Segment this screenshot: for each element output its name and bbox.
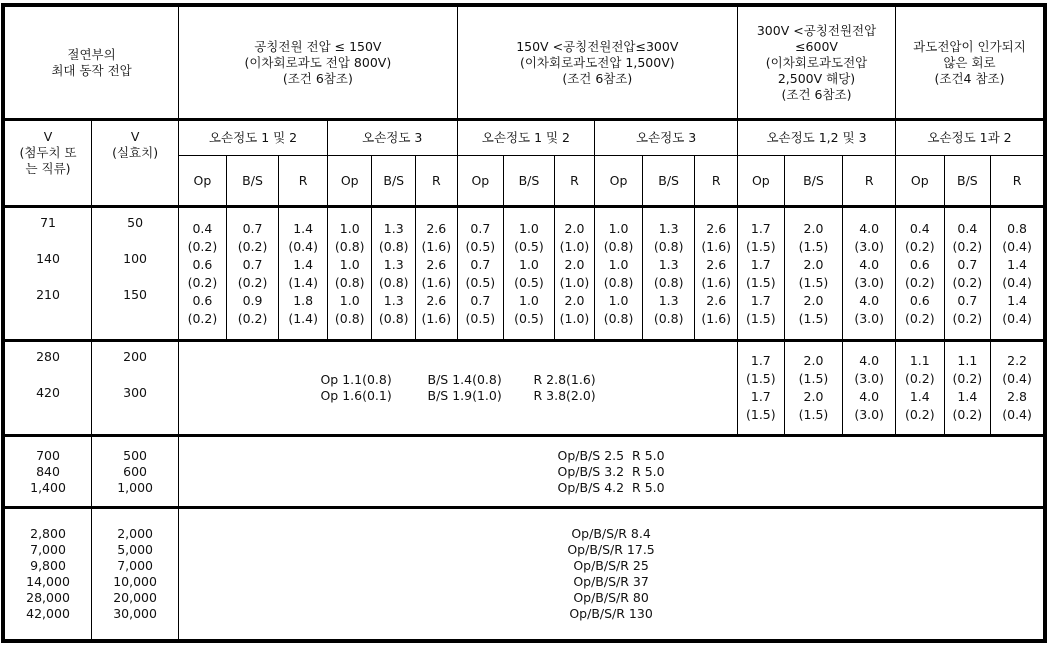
value-cell: 4.0 (3.0) 4.0 (3.0) — [843, 341, 896, 436]
sub-header: R — [695, 156, 738, 207]
sub-header: R — [416, 156, 458, 207]
sub-header: B/S — [372, 156, 416, 207]
value-cell: 0.7 (0.5) 0.7 (0.5) 0.7 (0.5) — [457, 207, 504, 341]
pollution-header: 오손정도 1 및 2 — [179, 120, 328, 156]
section1-peak: 71 140 210 — [5, 207, 92, 341]
section2-rms: 200 300 — [92, 341, 179, 436]
max-voltage-header: 절연부의 최대 동작 전압 — [5, 7, 179, 120]
value-cell: 1.7 (1.5) 1.7 (1.5) 1.7 (1.5) — [738, 207, 785, 341]
sub-header: Op — [595, 156, 643, 207]
pollution-header: 오손정도 1 및 2 — [457, 120, 595, 156]
sub-header: B/S — [642, 156, 695, 207]
v-rms-header: V (실효치) — [92, 120, 179, 207]
value-cell: 1.1 (0.2) 1.4 (0.2) — [944, 341, 991, 436]
group-header-300v: 150V <공칭전원전압≤300V (이차회로과도전압 1,500V) (조건 6참조) — [457, 7, 737, 120]
value-cell: 2.6 (1.6) 2.6 (1.6) 2.6 (1.6) — [416, 207, 458, 341]
value-cell: 0.8 (0.4) 1.4 (0.4) 1.4 (0.4) — [991, 207, 1044, 341]
section3-rms: 500 600 1,000 — [92, 436, 179, 508]
value-cell: 1.3 (0.8) 1.3 (0.8) 1.3 (0.8) — [372, 207, 416, 341]
value-cell: 1.0 (0.8) 1.0 (0.8) 1.0 (0.8) — [327, 207, 372, 341]
value-cell: 0.7 (0.2) 0.7 (0.2) 0.9 (0.2) — [226, 207, 279, 341]
section2-peak: 280 420 — [5, 341, 92, 436]
value-cell: 1.1 (0.2) 1.4 (0.2) — [896, 341, 945, 436]
section3-peak: 700 840 1,400 — [5, 436, 92, 508]
value-cell: 1.3 (0.8) 1.3 (0.8) 1.3 (0.8) — [642, 207, 695, 341]
pollution-header: 오손정도 1과 2 — [896, 120, 1044, 156]
section4-peak: 2,800 7,000 9,800 14,000 28,000 42,000 — [5, 508, 92, 640]
value-cell: 0.4 (0.2) 0.7 (0.2) 0.7 (0.2) — [944, 207, 991, 341]
value-cell: 2.6 (1.6) 2.6 (1.6) 2.6 (1.6) — [695, 207, 738, 341]
sub-header: R — [554, 156, 594, 207]
section3-merged-values: Op/B/S 2.5 R 5.0 Op/B/S 3.2 R 5.0 Op/B/S 4.2 R 5.0 — [179, 436, 1044, 508]
value-cell: 1.0 (0.8) 1.0 (0.8) 1.0 (0.8) — [595, 207, 643, 341]
value-cell: 0.4 (0.2) 0.6 (0.2) 0.6 (0.2) — [179, 207, 227, 341]
pollution-header: 오손정도 1,2 및 3 — [738, 120, 896, 156]
value-cell: 4.0 (3.0) 4.0 (3.0) 4.0 (3.0) — [843, 207, 896, 341]
sub-header: Op — [179, 156, 227, 207]
pollution-header: 오손정도 3 — [327, 120, 457, 156]
value-cell: 2.0 (1.0) 2.0 (1.0) 2.0 (1.0) — [554, 207, 594, 341]
sub-header: Op — [457, 156, 504, 207]
section2-merged-values: Op 1.1(0.8) B/S 1.4(0.8) R 2.8(1.6) Op 1.6(0.1) B/S 1.9(1.0) R 3.8(2.0) — [179, 341, 738, 436]
sub-header: R — [279, 156, 328, 207]
value-cell: 2.0 (1.5) 2.0 (1.5) — [784, 341, 843, 436]
section1-rms: 50 100 150 — [92, 207, 179, 341]
section4-rms: 2,000 5,000 7,000 10,000 20,000 30,000 — [92, 508, 179, 640]
sub-header: R — [843, 156, 896, 207]
group-header-600v: 300V <공칭전원전압 ≤600V (이차회로과도전압 2,500V 해당) (조건 6참조) — [738, 7, 896, 120]
value-cell: 2.0 (1.5) 2.0 (1.5) 2.0 (1.5) — [784, 207, 843, 341]
sub-header: R — [991, 156, 1044, 207]
sub-header: B/S — [504, 156, 555, 207]
sub-header: Op — [327, 156, 372, 207]
sub-header: Op — [896, 156, 945, 207]
sub-header: Op — [738, 156, 785, 207]
sub-header: B/S — [944, 156, 991, 207]
pollution-header: 오손정도 3 — [595, 120, 738, 156]
group-header-no-transient: 과도전압이 인가되지 않은 회로 (조건4 참조) — [896, 7, 1044, 120]
value-cell: 0.4 (0.2) 0.6 (0.2) 0.6 (0.2) — [896, 207, 945, 341]
value-cell: 2.2 (0.4) 2.8 (0.4) — [991, 341, 1044, 436]
group-header-150v: 공칭전원 전압 ≤ 150V (이차회로과도 전압 800V) (조건 6참조) — [179, 7, 457, 120]
sub-header: B/S — [784, 156, 843, 207]
value-cell: 1.0 (0.5) 1.0 (0.5) 1.0 (0.5) — [504, 207, 555, 341]
v-peak-header: V (첨두치 또 는 직류) — [5, 120, 92, 207]
section4-merged-values: Op/B/S/R 8.4 Op/B/S/R 17.5 Op/B/S/R 25 Op/B/S/R 37 Op/B/S/R 80 Op/B/S/R 130 — [179, 508, 1044, 640]
value-cell: 1.4 (0.4) 1.4 (1.4) 1.8 (1.4) — [279, 207, 328, 341]
clearance-table — [4, 6, 1044, 640]
value-cell: 1.7 (1.5) 1.7 (1.5) — [738, 341, 785, 436]
sub-header: B/S — [226, 156, 279, 207]
clearance-table-frame — [1, 3, 1047, 643]
